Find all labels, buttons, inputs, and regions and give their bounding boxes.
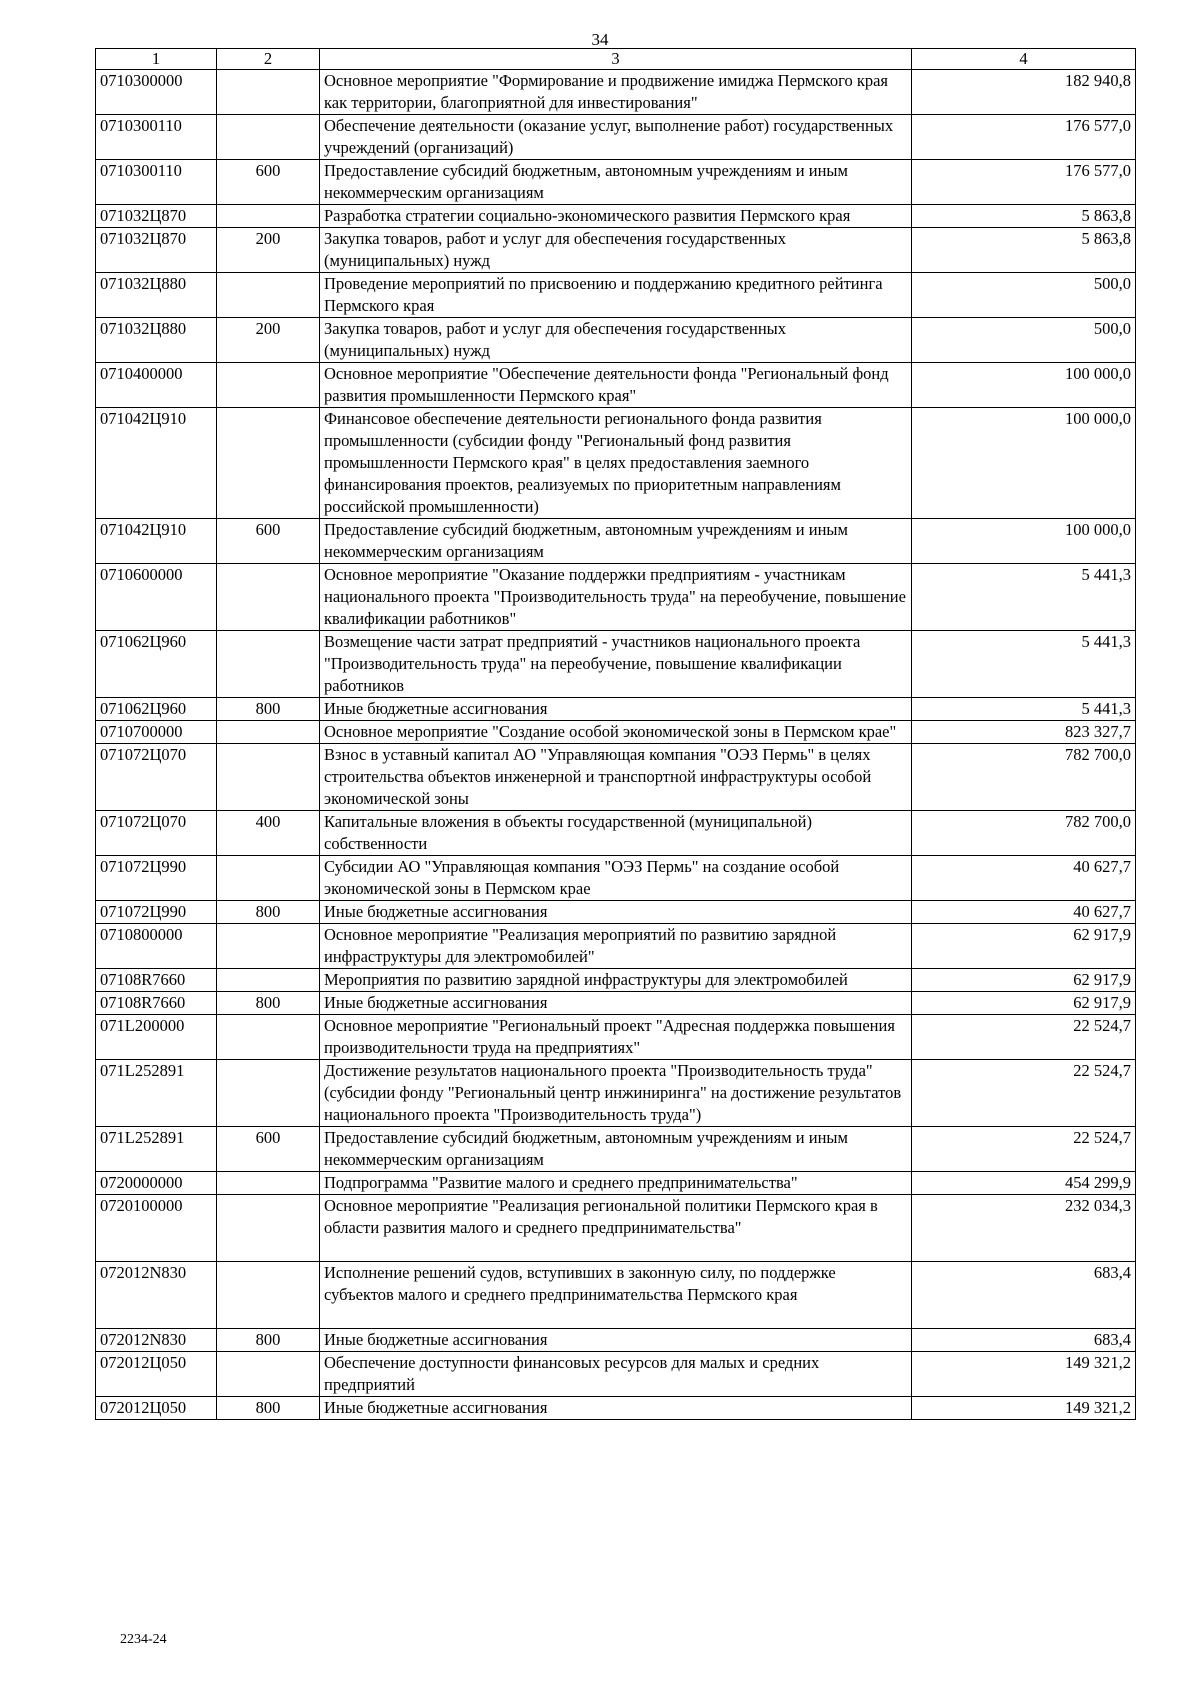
expense-type-cell: 200: [217, 318, 320, 363]
amount-cell: 149 321,2: [912, 1397, 1136, 1420]
expense-type-cell: [217, 1262, 320, 1329]
expense-type-cell: [217, 1195, 320, 1262]
description-cell: Обеспечение доступности финансовых ресурсов для малых и средних предприятий: [320, 1352, 912, 1397]
table-row: [96, 115, 1136, 160]
expense-type-cell: 400: [217, 811, 320, 856]
expense-type-cell: [217, 408, 320, 519]
amount-cell: 5 441,3: [912, 631, 1136, 698]
table-row: [96, 408, 1136, 519]
target-code-cell: 071032Ц880: [96, 273, 217, 318]
amount-cell: 5 863,8: [912, 205, 1136, 228]
table-row: [96, 1397, 1136, 1420]
table-row: [96, 901, 1136, 924]
target-code-cell: 071L200000: [96, 1015, 217, 1060]
amount-cell: 100 000,0: [912, 363, 1136, 408]
target-code-cell: 072012Ц050: [96, 1397, 217, 1420]
description-cell: Иные бюджетные ассигнования: [320, 992, 912, 1015]
amount-cell: 22 524,7: [912, 1060, 1136, 1127]
description-cell: Основное мероприятие "Региональный проект "Адресная поддержка повышения производительности труда на предприятиях": [320, 1015, 912, 1060]
amount-cell: 5 863,8: [912, 228, 1136, 273]
expense-type-cell: [217, 363, 320, 408]
budget-table: [95, 48, 1136, 1420]
amount-cell: 782 700,0: [912, 811, 1136, 856]
table-row: [96, 1060, 1136, 1127]
expense-type-cell: [217, 1352, 320, 1397]
description-cell: Основное мероприятие "Реализация мероприятий по развитию зарядной инфраструктуры для электромобилей": [320, 924, 912, 969]
description-cell: Предоставление субсидий бюджетным, автономным учреждениям и иным некоммерческим организациям: [320, 160, 912, 205]
description-cell: Подпрограмма "Развитие малого и среднего предпринимательства": [320, 1172, 912, 1195]
expense-type-cell: [217, 631, 320, 698]
amount-cell: 40 627,7: [912, 901, 1136, 924]
target-code-cell: 0720100000: [96, 1195, 217, 1262]
expense-type-cell: [217, 969, 320, 992]
document-footer-code: 2234-24: [120, 1632, 167, 1647]
description-cell: Достижение результатов национального проекта "Производительность труда" (субсидии фонду "Региональный центр инжиниринга" на достижение результатов национального проекта "Производительность труда"): [320, 1060, 912, 1127]
target-code-cell: 071062Ц960: [96, 631, 217, 698]
description-cell: Субсидии АО "Управляющая компания "ОЭЗ Пермь" на создание особой экономической зоны в Пермском крае: [320, 856, 912, 901]
table-row: [96, 721, 1136, 744]
target-code-cell: 0710300110: [96, 115, 217, 160]
description-cell: Иные бюджетные ассигнования: [320, 1397, 912, 1420]
description-cell: Основное мероприятие "Создание особой экономической зоны в Пермском крае": [320, 721, 912, 744]
expense-type-cell: 800: [217, 992, 320, 1015]
description-cell: Разработка стратегии социально-экономического развития Пермского края: [320, 205, 912, 228]
expense-type-cell: [217, 721, 320, 744]
table-row: [96, 564, 1136, 631]
target-code-cell: 071072Ц070: [96, 811, 217, 856]
table-row: [96, 205, 1136, 228]
target-code-cell: 071072Ц990: [96, 856, 217, 901]
table-row: [96, 228, 1136, 273]
page-number: 34: [591, 30, 609, 49]
table-row: [96, 1262, 1136, 1329]
amount-cell: 454 299,9: [912, 1172, 1136, 1195]
amount-cell: 683,4: [912, 1262, 1136, 1329]
table-row: [96, 698, 1136, 721]
description-cell: Основное мероприятие "Оказание поддержки предприятиям - участникам национального проекта "Производительность труда" на переобучение, повышение квалификации работников": [320, 564, 912, 631]
target-code-cell: 0710600000: [96, 564, 217, 631]
description-cell: Иные бюджетные ассигнования: [320, 698, 912, 721]
table-row: [96, 1172, 1136, 1195]
target-code-cell: 071072Ц990: [96, 901, 217, 924]
amount-cell: 62 917,9: [912, 924, 1136, 969]
expense-type-cell: 800: [217, 1397, 320, 1420]
expense-type-cell: [217, 1015, 320, 1060]
amount-cell: 500,0: [912, 273, 1136, 318]
description-cell: Возмещение части затрат предприятий - участников национального проекта "Производительность труда" на переобучение, повышение квалификации работников: [320, 631, 912, 698]
expense-type-cell: 600: [217, 519, 320, 564]
amount-cell: 5 441,3: [912, 564, 1136, 631]
expense-type-cell: [217, 1172, 320, 1195]
target-code-cell: 071032Ц870: [96, 205, 217, 228]
target-code-cell: 07108R7660: [96, 992, 217, 1015]
amount-cell: 823 327,7: [912, 721, 1136, 744]
table-row: [96, 273, 1136, 318]
expense-type-cell: [217, 115, 320, 160]
column-header-2: 2: [217, 49, 320, 70]
target-code-cell: 071072Ц070: [96, 744, 217, 811]
amount-cell: 782 700,0: [912, 744, 1136, 811]
table-row: [96, 924, 1136, 969]
target-code-cell: 0710400000: [96, 363, 217, 408]
column-header-4: 4: [912, 49, 1136, 70]
expense-type-cell: [217, 924, 320, 969]
amount-cell: 176 577,0: [912, 160, 1136, 205]
amount-cell: 22 524,7: [912, 1127, 1136, 1172]
description-cell: Закупка товаров, работ и услуг для обеспечения государственных (муниципальных) нужд: [320, 228, 912, 273]
table-row: [96, 856, 1136, 901]
target-code-cell: 071042Ц910: [96, 408, 217, 519]
amount-cell: 683,4: [912, 1329, 1136, 1352]
amount-cell: 22 524,7: [912, 1015, 1136, 1060]
table-row: [96, 70, 1136, 115]
amount-cell: 176 577,0: [912, 115, 1136, 160]
amount-cell: 100 000,0: [912, 408, 1136, 519]
amount-cell: 40 627,7: [912, 856, 1136, 901]
amount-cell: 62 917,9: [912, 992, 1136, 1015]
target-code-cell: 0710300110: [96, 160, 217, 205]
expense-type-cell: 600: [217, 1127, 320, 1172]
target-code-cell: 071L252891: [96, 1060, 217, 1127]
table-row: [96, 631, 1136, 698]
expense-type-cell: [217, 856, 320, 901]
description-cell: Проведение мероприятий по присвоению и поддержанию кредитного рейтинга Пермского края: [320, 273, 912, 318]
target-code-cell: 0710700000: [96, 721, 217, 744]
column-header-3: 3: [320, 49, 912, 70]
table-row: [96, 811, 1136, 856]
expense-type-cell: [217, 1060, 320, 1127]
description-cell: Основное мероприятие "Формирование и продвижение имиджа Пермского края как территории, благоприятной для инвестирования": [320, 70, 912, 115]
target-code-cell: 0710800000: [96, 924, 217, 969]
amount-cell: 100 000,0: [912, 519, 1136, 564]
table-body: [96, 70, 1136, 1420]
expense-type-cell: [217, 70, 320, 115]
description-cell: Закупка товаров, работ и услуг для обеспечения государственных (муниципальных) нужд: [320, 318, 912, 363]
description-cell: Основное мероприятие "Реализация региональной политики Пермского края в области развития малого и среднего предпринимательства": [320, 1195, 912, 1262]
description-cell: Обеспечение деятельности (оказание услуг, выполнение работ) государственных учреждений (организаций): [320, 115, 912, 160]
table-row: [96, 744, 1136, 811]
expense-type-cell: [217, 564, 320, 631]
expense-type-cell: [217, 744, 320, 811]
target-code-cell: 071042Ц910: [96, 519, 217, 564]
target-code-cell: 072012N830: [96, 1262, 217, 1329]
expense-type-cell: 800: [217, 1329, 320, 1352]
table-row: [96, 1127, 1136, 1172]
description-cell: Исполнение решений судов, вступивших в законную силу, по поддержке субъектов малого и среднего предпринимательства Пермского края: [320, 1262, 912, 1329]
amount-cell: 232 034,3: [912, 1195, 1136, 1262]
target-code-cell: 071032Ц870: [96, 228, 217, 273]
description-cell: Финансовое обеспечение деятельности регионального фонда развития промышленности (субсидии фонду "Региональный фонд развития промышленности Пермского края" в целях предоставления заемного финансирования проектов, реализуемых по приоритетным направлениям российской промышленности): [320, 408, 912, 519]
target-code-cell: 071032Ц880: [96, 318, 217, 363]
expense-type-cell: 800: [217, 901, 320, 924]
table-row: [96, 969, 1136, 992]
expense-type-cell: 800: [217, 698, 320, 721]
description-cell: Основное мероприятие "Обеспечение деятельности фонда "Региональный фонд развития промышленности Пермского края": [320, 363, 912, 408]
amount-cell: 62 917,9: [912, 969, 1136, 992]
target-code-cell: 071062Ц960: [96, 698, 217, 721]
description-cell: Капитальные вложения в объекты государственной (муниципальной) собственности: [320, 811, 912, 856]
expense-type-cell: [217, 205, 320, 228]
description-cell: Иные бюджетные ассигнования: [320, 1329, 912, 1352]
expense-type-cell: [217, 273, 320, 318]
amount-cell: 149 321,2: [912, 1352, 1136, 1397]
amount-cell: 182 940,8: [912, 70, 1136, 115]
amount-cell: 5 441,3: [912, 698, 1136, 721]
target-code-cell: 072012N830: [96, 1329, 217, 1352]
table-row: [96, 1352, 1136, 1397]
description-cell: Предоставление субсидий бюджетным, автономным учреждениям и иным некоммерческим организациям: [320, 1127, 912, 1172]
description-cell: Взнос в уставный капитал АО "Управляющая компания "ОЭЗ Пермь" в целях строительства объектов инженерной и транспортной инфраструктуры особой экономической зоны: [320, 744, 912, 811]
column-header-1: 1: [96, 49, 217, 70]
expense-type-cell: 200: [217, 228, 320, 273]
expense-type-cell: 600: [217, 160, 320, 205]
table-row: [96, 318, 1136, 363]
table-row: [96, 519, 1136, 564]
description-cell: Предоставление субсидий бюджетным, автономным учреждениям и иным некоммерческим организациям: [320, 519, 912, 564]
target-code-cell: 07108R7660: [96, 969, 217, 992]
target-code-cell: 0720000000: [96, 1172, 217, 1195]
description-cell: Иные бюджетные ассигнования: [320, 901, 912, 924]
table-header-row: [96, 49, 1136, 70]
amount-cell: 500,0: [912, 318, 1136, 363]
table-row: [96, 1195, 1136, 1262]
description-cell: Мероприятия по развитию зарядной инфраструктуры для электромобилей: [320, 969, 912, 992]
target-code-cell: 0710300000: [96, 70, 217, 115]
table-row: [96, 363, 1136, 408]
table-row: [96, 160, 1136, 205]
target-code-cell: 071L252891: [96, 1127, 217, 1172]
target-code-cell: 072012Ц050: [96, 1352, 217, 1397]
table-row: [96, 1329, 1136, 1352]
table-row: [96, 1015, 1136, 1060]
table-row: [96, 992, 1136, 1015]
